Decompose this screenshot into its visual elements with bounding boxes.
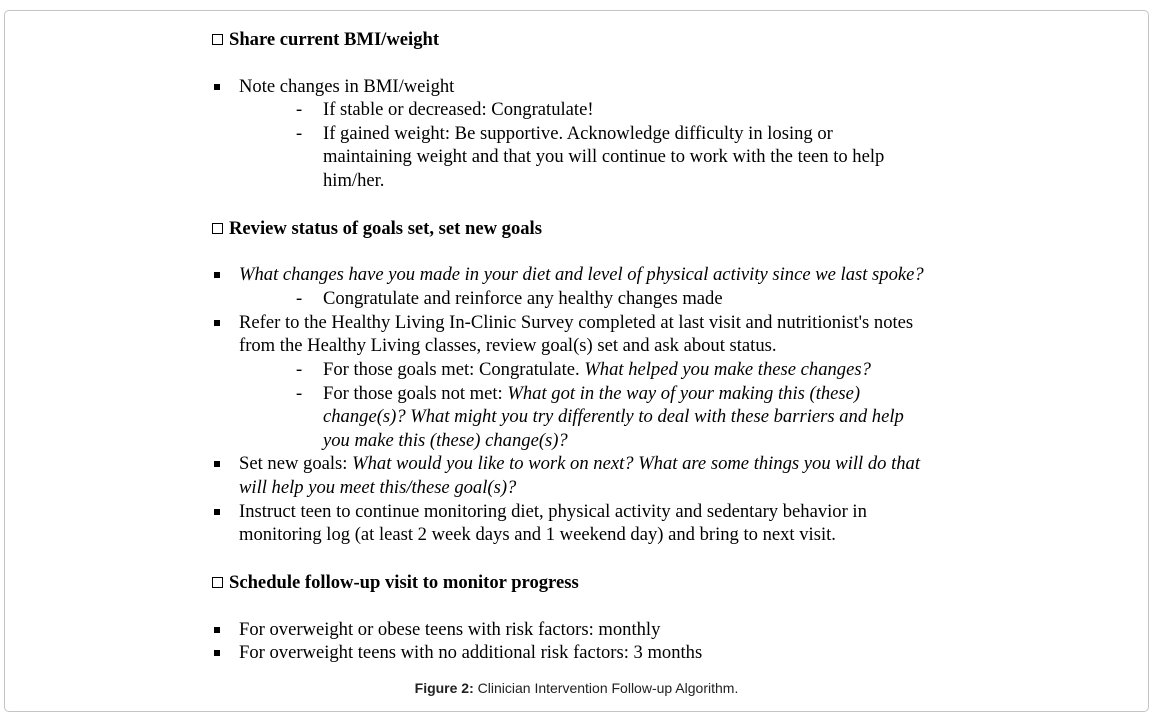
bullet-text: Set new goals: What would you like to work on next? What are some things you will do that [239,453,921,474]
bullet-text: For overweight or obese teens with risk factors: monthly [239,619,661,640]
bullet-icon [214,509,220,515]
sub-item-text: change(s)? What might you try differently to deal with these barriers and help [323,406,904,427]
bullet-text: Instruct teen to continue monitoring diet, physical activity and sedentary behavior in [239,501,867,522]
section-heading-goals: Review status of goals set, set new goals [212,218,542,240]
bullet-text: will help you meet this/these goal(s)? [239,477,517,498]
sub-item-text: maintaining weight and that you will continue to work with the teen to help [323,146,885,167]
dash-icon: - [296,383,303,404]
bullet-text: from the Healthy Living classes, review goal(s) set and ask about status. [239,335,777,356]
section-heading-bmi: Share current BMI/weight [212,29,439,51]
bullet-text: monitoring log (at least 2 week days and 1 weekend day) and bring to next visit. [239,524,836,545]
figure-caption [0,680,1153,696]
caption-label: Figure 2: [414,680,474,696]
dash-icon: - [296,99,303,120]
sub-item-text: him/her. [323,170,385,191]
sub-item-text: For those goals not met: What got in the way of your making this (these) [323,383,861,404]
sub-item-text: If gained weight: Be supportive. Acknowledge difficulty in losing or [323,123,833,144]
bullet-icon [214,461,220,467]
section-heading-schedule: Schedule follow-up visit to monitor progress [212,572,579,594]
dash-icon: - [296,359,303,380]
bullet-icon [214,320,220,326]
sub-item-text: Congratulate and reinforce any healthy changes made [323,288,723,309]
bullet-text: What changes have you made in your diet and level of physical activity since we last spoke? [239,264,924,285]
bullet-icon [214,627,220,633]
bullet-text: Note changes in BMI/weight [239,76,455,97]
dash-icon: - [296,123,303,144]
sub-item-text: For those goals met: Congratulate. What helped you make these changes? [323,359,871,380]
bullet-icon [214,84,220,90]
bullet-icon [214,650,220,656]
checkbox-icon [212,577,223,588]
sub-item-text: If stable or decreased: Congratulate! [323,99,594,120]
checkbox-icon [212,223,223,234]
dash-icon: - [296,288,303,309]
bullet-text: For overweight teens with no additional risk factors: 3 months [239,642,703,663]
sub-item-text: you make this (these) change(s)? [323,430,568,451]
caption-text: Clinician Intervention Follow-up Algorithm. [473,680,739,696]
bullet-icon [214,272,220,278]
bullet-text: Refer to the Healthy Living In-Clinic Survey completed at last visit and nutritionist's notes [239,312,914,333]
checkbox-icon [212,34,223,45]
